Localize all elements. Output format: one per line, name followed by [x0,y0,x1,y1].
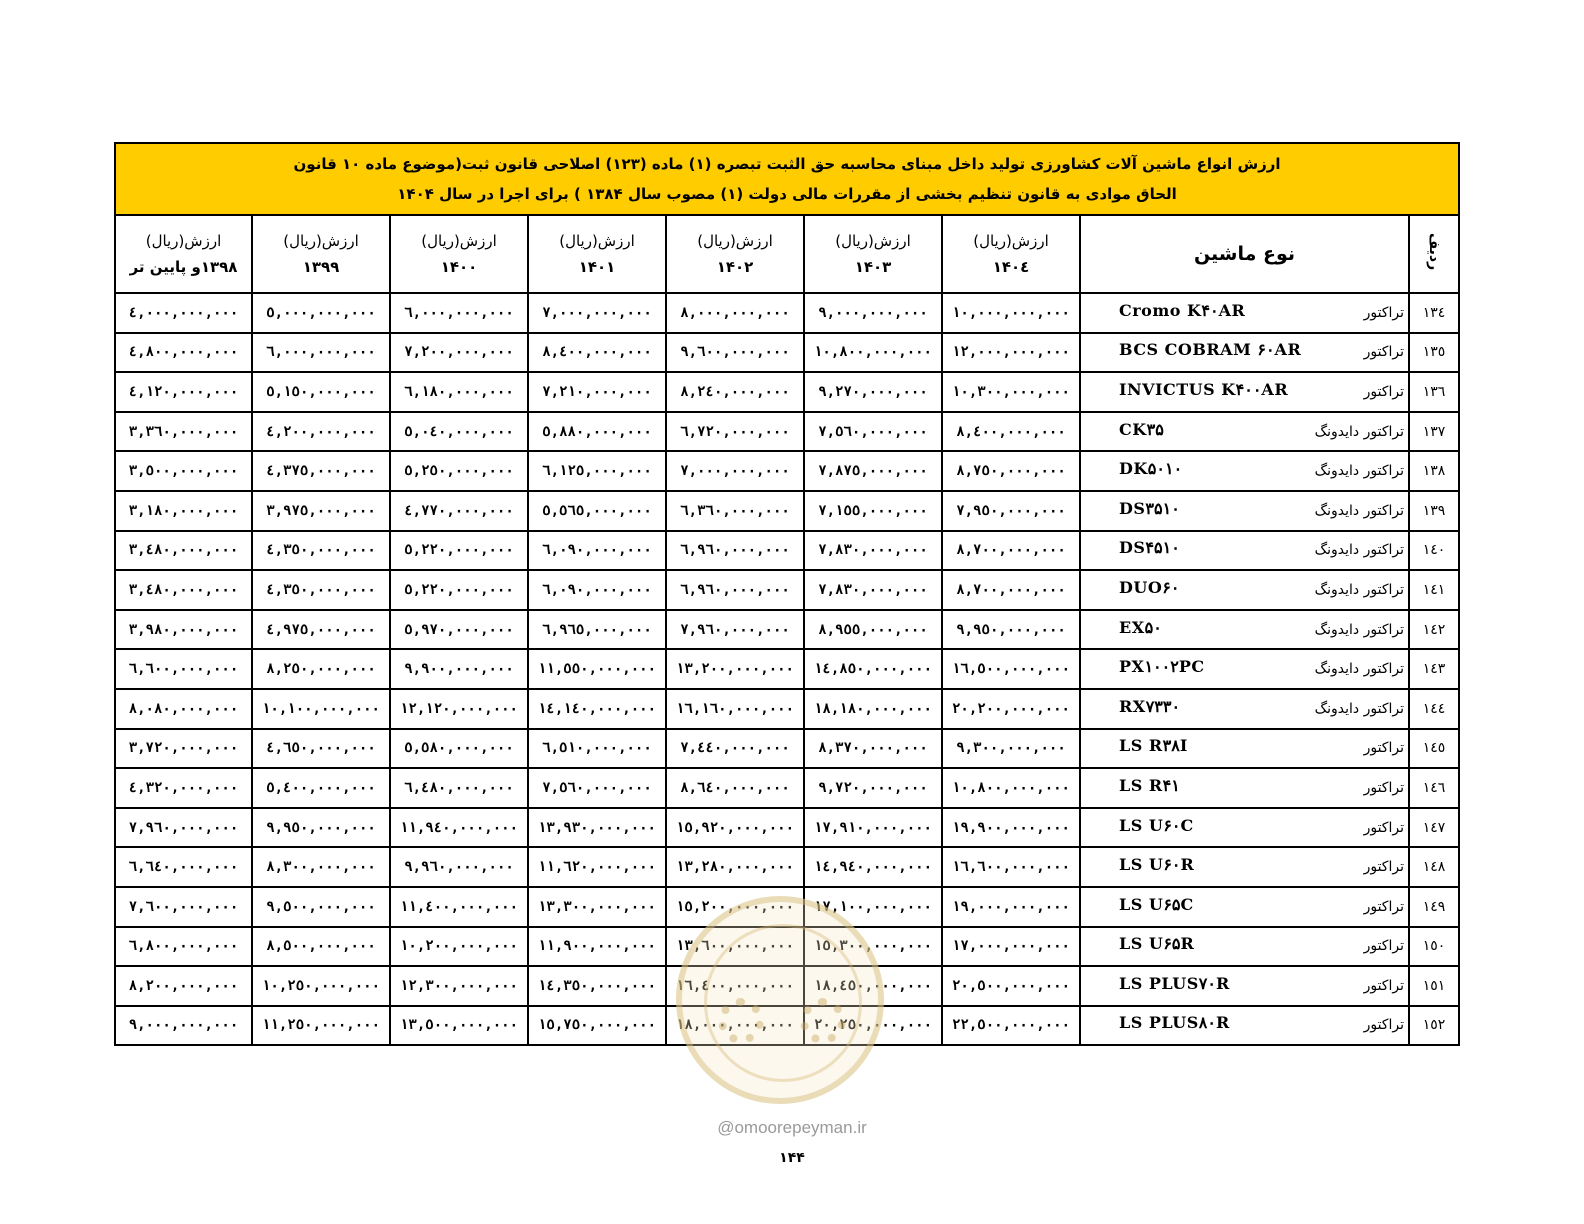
value-cell: ۸,۹٥٥,۰۰۰,۰۰۰ [804,610,942,650]
value-cell: ۱۱,٥٥۰,۰۰۰,۰۰۰ [528,649,666,689]
value-label: ارزش(ریال) [559,232,635,250]
table-row [115,451,1459,491]
row-number: ۱٤٥ [1409,729,1459,769]
machine-cell [1080,927,1409,967]
machine-type: تراکتور [1363,344,1404,361]
row-number: ۱۳۹ [1409,491,1459,531]
value-cell: ٤,۳۲۰,۰۰۰,۰۰۰ [115,768,252,808]
machine-cell [1080,649,1409,689]
value-cell: ۱۳,٥۰۰,۰۰۰,۰۰۰ [390,1006,528,1046]
machine-type: تراکتور دایدونگ [1314,621,1404,638]
value-label: ارزش(ریال) [697,232,773,250]
machine-cell [1080,293,1409,333]
value-cell: ۳,۹۸۰,۰۰۰,۰۰۰ [115,610,252,650]
value-cell: ٤,۰۰۰,۰۰۰,۰۰۰ [115,293,252,333]
col-header-1403 [804,215,942,293]
value-cell: ۸,٤۰۰,۰۰۰,۰۰۰ [942,412,1080,452]
table-row [115,808,1459,848]
machine-type: تراکتور دایدونگ [1314,463,1404,480]
value-cell: ۱۱,٤۰۰,۰۰۰,۰۰۰ [390,887,528,927]
machine-type: تراکتور [1363,819,1404,836]
row-number-header: ردیف [1426,233,1443,271]
col-header-machine [1080,215,1409,293]
value-cell: ۷,۹٥۰,۰۰۰,۰۰۰ [942,491,1080,531]
value-cell: ٤,۷۷۰,۰۰۰,۰۰۰ [390,491,528,531]
value-cell: ۱٤,۳٥۰,۰۰۰,۰۰۰ [528,966,666,1006]
row-number: ۱٥۱ [1409,966,1459,1006]
value-cell: ۷,٤٤۰,۰۰۰,۰۰۰ [666,729,804,769]
machine-type: تراکتور دایدونگ [1314,423,1404,440]
machine-model: LS U۶۵R [1119,934,1195,954]
value-cell: ۷,۲۰۰,۰۰۰,۰۰۰ [390,333,528,373]
value-cell: ٤,۳٥۰,۰۰۰,۰۰۰ [252,531,390,571]
machine-model: CK۳۵ [1119,419,1164,439]
value-cell: ۱۷,۹۱۰,۰۰۰,۰۰۰ [804,808,942,848]
machine-cell [1080,847,1409,887]
value-cell: ۱٤,۸٥۰,۰۰۰,۰۰۰ [804,649,942,689]
value-cell: ٥,۲۲۰,۰۰۰,۰۰۰ [390,570,528,610]
row-number: ۱۳٦ [1409,372,1459,412]
machine-cell [1080,531,1409,571]
value-cell: ۸,۷۰۰,۰۰۰,۰۰۰ [942,531,1080,571]
value-cell: ٦,۹٦۰,۰۰۰,۰۰۰ [666,570,804,610]
year-label: ۱۴۰۲ [716,258,754,276]
value-cell: ۱۸,۰۰۰,۰۰۰,۰۰۰ [666,1006,804,1046]
value-cell: ٤,۲۰۰,۰۰۰,۰۰۰ [252,412,390,452]
machine-type: تراکتور دایدونگ [1314,661,1404,678]
row-number: ۱٥۲ [1409,1006,1459,1046]
value-cell: ۷,۸۳۰,۰۰۰,۰۰۰ [804,531,942,571]
machine-type: تراکتور [1363,740,1404,757]
machine-model: Cromo K۴۰AR [1119,301,1246,321]
value-cell: ۷,۰۰۰,۰۰۰,۰۰۰ [666,451,804,491]
table-row [115,531,1459,571]
machine-type: تراکتور [1363,977,1404,994]
row-number: ۱٤۰ [1409,531,1459,571]
value-cell: ٥,۲٥۰,۰۰۰,۰۰۰ [390,451,528,491]
row-number: ۱٥۰ [1409,927,1459,967]
value-cell: ۱۱,۲٥۰,۰۰۰,۰۰۰ [252,1006,390,1046]
value-cell: ۱۳,۲۸۰,۰۰۰,۰۰۰ [666,847,804,887]
value-cell: ۳,۳٦۰,۰۰۰,۰۰۰ [115,412,252,452]
value-cell: ٦,۸۰۰,۰۰۰,۰۰۰ [115,927,252,967]
value-cell: ٦,۱۲٥,۰۰۰,۰۰۰ [528,451,666,491]
machine-model: LS R۳۸I [1119,736,1188,756]
value-cell: ۸,۰۰۰,۰۰۰,۰۰۰ [666,293,804,333]
machine-type: تراکتور [1363,304,1404,321]
value-cell: ۸,٦٤۰,۰۰۰,۰۰۰ [666,768,804,808]
machine-cell [1080,887,1409,927]
machine-type: تراکتور [1363,383,1404,400]
machine-model: DS۳۵۱۰ [1119,498,1180,518]
value-cell: ٦,٥۱۰,۰۰۰,۰۰۰ [528,729,666,769]
value-cell: ۱٦,٤۰۰,۰۰۰,۰۰۰ [666,966,804,1006]
row-number: ۱۳٤ [1409,293,1459,333]
col-header-1402 [666,215,804,293]
value-cell: ٥,۰٤۰,۰۰۰,۰۰۰ [390,412,528,452]
row-number: ۱٤٤ [1409,689,1459,729]
machine-cell [1080,808,1409,848]
value-cell: ۱۹,۹۰۰,۰۰۰,۰۰۰ [942,808,1080,848]
value-label: ارزش(ریال) [145,232,222,250]
machine-cell [1080,768,1409,808]
machine-header: نوع ماشین [1193,243,1296,265]
value-cell: ۹,٥۰۰,۰۰۰,۰۰۰ [252,887,390,927]
value-cell: ۱۷,۱۰۰,۰۰۰,۰۰۰ [804,887,942,927]
value-cell: ۱۱,۹٤۰,۰۰۰,۰۰۰ [390,808,528,848]
value-cell: ٤,۱۲۰,۰۰۰,۰۰۰ [115,372,252,412]
row-number: ۱٤۳ [1409,649,1459,689]
machine-model: DS۴۵۱۰ [1119,538,1180,558]
value-cell: ۳,۱۸۰,۰۰۰,۰۰۰ [115,491,252,531]
machine-cell [1080,333,1409,373]
machine-cell [1080,610,1409,650]
table-row [115,847,1459,887]
value-cell: ۱٥,۳۰۰,۰۰۰,۰۰۰ [804,927,942,967]
machine-type: تراکتور دایدونگ [1314,700,1404,717]
year-label: ۱۳۹۹ [302,258,340,276]
value-cell: ۹,۰۰۰,۰۰۰,۰۰۰ [115,1006,252,1046]
value-cell: ۳,٤۸۰,۰۰۰,۰۰۰ [115,570,252,610]
year-label: ۱۴۰۰ [440,258,478,276]
value-cell: ٦,۳٦۰,۰۰۰,۰۰۰ [666,491,804,531]
value-cell: ۷,٦۰۰,۰۰۰,۰۰۰ [115,887,252,927]
row-number: ۱۳۷ [1409,412,1459,452]
value-cell: ۱۳,٦۰۰,۰۰۰,۰۰۰ [666,927,804,967]
value-cell: ۸,۳۰۰,۰۰۰,۰۰۰ [252,847,390,887]
value-cell: ٤,۸۰۰,۰۰۰,۰۰۰ [115,333,252,373]
header-row [115,215,1459,293]
machine-cell [1080,491,1409,531]
machine-model: LS PLUS۷۰R [1119,974,1230,994]
title-line-1: ارزش انواع ماشین آلات کشاورزی تولید داخل مبنای محاسبه حق الثبت تبصره (۱) ماده (۱۲۳) اصلاحی قانون ثبت(موضوع ماده ۱۰ قانون [293,155,1281,173]
year-label: ۱۴۰۱ [578,258,616,276]
row-number: ۱٤۹ [1409,887,1459,927]
value-cell: ۹,۰۰۰,۰۰۰,۰۰۰ [804,293,942,333]
machine-model: EX۵۰ [1119,617,1162,637]
machine-type: تراکتور [1363,859,1404,876]
value-cell: ۳,۹۷٥,۰۰۰,۰۰۰ [252,491,390,531]
table-row [115,729,1459,769]
value-cell: ۷,٥٦۰,۰۰۰,۰۰۰ [528,768,666,808]
machine-type: تراکتور [1363,938,1404,955]
value-cell: ۹,۷۲۰,۰۰۰,۰۰۰ [804,768,942,808]
value-cell: ۷,۰۰۰,۰۰۰,۰۰۰ [528,293,666,333]
value-cell: ٥,٤۰۰,۰۰۰,۰۰۰ [252,768,390,808]
col-header-1404 [942,215,1080,293]
value-cell: ۱۰,۲٥۰,۰۰۰,۰۰۰ [252,966,390,1006]
value-cell: ۱۳,۳۰۰,۰۰۰,۰۰۰ [528,887,666,927]
value-cell: ۱۰,۲۰۰,۰۰۰,۰۰۰ [390,927,528,967]
value-cell: ۱۰,۸۰۰,۰۰۰,۰۰۰ [942,768,1080,808]
value-cell: ۱۰,۳۰۰,۰۰۰,۰۰۰ [942,372,1080,412]
machine-model: DUO۶۰ [1119,578,1180,598]
table-row [115,412,1459,452]
value-cell: ۷,۹٦۰,۰۰۰,۰۰۰ [666,610,804,650]
value-cell: ۱۷,۰۰۰,۰۰۰,۰۰۰ [942,927,1080,967]
machine-cell [1080,412,1409,452]
machine-model: LS R۴۱ [1119,776,1180,796]
value-cell: ۸,٥۰۰,۰۰۰,۰۰۰ [252,927,390,967]
machine-model: RX۷۳۳۰ [1119,696,1181,716]
value-cell: ۲۰,۲۰۰,۰۰۰,۰۰۰ [942,689,1080,729]
value-label: ارزش(ریال) [973,232,1049,250]
table-row [115,966,1459,1006]
machine-cell [1080,689,1409,729]
machine-model: PX۱۰۰۲PC [1119,657,1205,677]
row-number: ۱۳۸ [1409,451,1459,491]
value-cell: ٦,٦۰۰,۰۰۰,۰۰۰ [115,649,252,689]
value-cell: ٦,۷۲۰,۰۰۰,۰۰۰ [666,412,804,452]
value-cell: ۸,۰۸۰,۰۰۰,۰۰۰ [115,689,252,729]
machine-cell [1080,1006,1409,1046]
value-cell: ۱٦,۱٦۰,۰۰۰,۰۰۰ [666,689,804,729]
value-cell: ۷,٥٦۰,۰۰۰,۰۰۰ [804,412,942,452]
value-cell: ۱٦,٦۰۰,۰۰۰,۰۰۰ [942,847,1080,887]
year-label: ۱۳۹۸و پایین تر [129,258,238,276]
value-cell: ۸,۲٥۰,۰۰۰,۰۰۰ [252,649,390,689]
value-cell: ٤,۳۷٥,۰۰۰,۰۰۰ [252,451,390,491]
value-cell: ۱۱,۹۰۰,۰۰۰,۰۰۰ [528,927,666,967]
machine-cell [1080,372,1409,412]
page-number: ۱۴۴ [779,1150,805,1166]
machine-model: LS U۶۰C [1119,815,1194,835]
title-row [115,143,1459,215]
machine-type: تراکتور [1363,898,1404,915]
col-header-1398 [115,215,252,293]
value-cell: ۹,۳۰۰,۰۰۰,۰۰۰ [942,729,1080,769]
row-number: ۱٤۷ [1409,808,1459,848]
value-cell: ۳,۷۲۰,۰۰۰,۰۰۰ [115,729,252,769]
machine-model: DK۵۰۱۰ [1119,459,1183,479]
table-row [115,768,1459,808]
machine-type: تراکتور دایدونگ [1314,542,1404,559]
machine-cell [1080,966,1409,1006]
machine-cell [1080,729,1409,769]
row-number: ۱٤٦ [1409,768,1459,808]
machine-type: تراکتور دایدونگ [1314,581,1404,598]
value-cell: ۱٥,۲۰۰,۰۰۰,۰۰۰ [666,887,804,927]
value-cell: ۷,۹٦۰,۰۰۰,۰۰۰ [115,808,252,848]
value-cell: ۲۰,۲٥۰,۰۰۰,۰۰۰ [804,1006,942,1046]
value-cell: ٥,۱٥۰,۰۰۰,۰۰۰ [252,372,390,412]
value-cell: ٦,۱۸۰,۰۰۰,۰۰۰ [390,372,528,412]
year-label: ۱۴۰۳ [854,258,892,276]
value-cell: ۷,۱٥٥,۰۰۰,۰۰۰ [804,491,942,531]
value-cell: ۹,۹٥۰,۰۰۰,۰۰۰ [252,808,390,848]
machine-type: تراکتور [1363,1017,1404,1034]
machinery-value-table [114,142,1460,1046]
title-line-2: الحاق موادی به قانون تنظیم بخشی از مقررات مالی دولت (۱) مصوب سال ۱۳۸۴ ) برای اجرا در سال ۱۴۰۴ [397,185,1177,203]
value-cell: ۱٤,۹٤۰,۰۰۰,۰۰۰ [804,847,942,887]
machine-cell [1080,570,1409,610]
machine-model: BCS COBRAM ۶۰AR [1119,340,1302,360]
value-cell: ۱۳,۲۰۰,۰۰۰,۰۰۰ [666,649,804,689]
machine-cell [1080,451,1409,491]
table-row [115,333,1459,373]
value-cell: ۹,٦۰۰,۰۰۰,۰۰۰ [666,333,804,373]
table-title [115,143,1459,215]
value-cell: ۱۲,۳۰۰,۰۰۰,۰۰۰ [390,966,528,1006]
value-cell: ٥,۹۷۰,۰۰۰,۰۰۰ [390,610,528,650]
value-cell: ٤,۹۷٥,۰۰۰,۰۰۰ [252,610,390,650]
machine-model: LS U۶۰R [1119,855,1195,875]
value-cell: ۱۸,۱۸۰,۰۰۰,۰۰۰ [804,689,942,729]
value-cell: ٥,۸۸۰,۰۰۰,۰۰۰ [528,412,666,452]
table-row [115,491,1459,531]
value-cell: ۱٥,۹۲۰,۰۰۰,۰۰۰ [666,808,804,848]
value-cell: ٦,۰۰۰,۰۰۰,۰۰۰ [390,293,528,333]
row-number: ۱٤۲ [1409,610,1459,650]
year-label: ۱۴۰٤ [992,258,1030,276]
value-cell: ۹,۹٥۰,۰۰۰,۰۰۰ [942,610,1080,650]
table-row [115,293,1459,333]
value-cell: ۱۸,٤٥۰,۰۰۰,۰۰۰ [804,966,942,1006]
website-watermark: @omoorepeyman.ir [717,1118,867,1137]
value-label: ارزش(ریال) [421,232,497,250]
row-number: ۱٤۱ [1409,570,1459,610]
row-number: ۱۳٥ [1409,333,1459,373]
row-number: ۱٤۸ [1409,847,1459,887]
col-header-1400 [390,215,528,293]
value-cell: ۱۰,۰۰۰,۰۰۰,۰۰۰ [942,293,1080,333]
value-cell: ٥,۲۲۰,۰۰۰,۰۰۰ [390,531,528,571]
table-row [115,1006,1459,1046]
value-cell: ۱۱,٦۲۰,۰۰۰,۰۰۰ [528,847,666,887]
value-cell: ۱۲,۱۲۰,۰۰۰,۰۰۰ [390,689,528,729]
table-row [115,610,1459,650]
table-row [115,927,1459,967]
value-cell: ٦,۰۰۰,۰۰۰,۰۰۰ [252,333,390,373]
machine-model: LS PLUS۸۰R [1119,1013,1230,1033]
value-cell: ٦,۹٦۰,۰۰۰,۰۰۰ [666,531,804,571]
value-cell: ۸,۷۰۰,۰۰۰,۰۰۰ [942,570,1080,610]
table-row [115,689,1459,729]
value-cell: ۸,٤۰۰,۰۰۰,۰۰۰ [528,333,666,373]
value-cell: ۹,۹٦۰,۰۰۰,۰۰۰ [390,847,528,887]
value-cell: ۱۲,۰۰۰,۰۰۰,۰۰۰ [942,333,1080,373]
value-cell: ۳,٤۸۰,۰۰۰,۰۰۰ [115,531,252,571]
value-label: ارزش(ریال) [835,232,911,250]
value-cell: ۲۰,٥۰۰,۰۰۰,۰۰۰ [942,966,1080,1006]
value-cell: ۹,۹۰۰,۰۰۰,۰۰۰ [390,649,528,689]
value-cell: ۱۹,۰۰۰,۰۰۰,۰۰۰ [942,887,1080,927]
value-cell: ۱۰,۱۰۰,۰۰۰,۰۰۰ [252,689,390,729]
value-cell: ۳,٥۰۰,۰۰۰,۰۰۰ [115,451,252,491]
col-header-1399 [252,215,390,293]
table-row [115,570,1459,610]
value-cell: ٦,٤۸۰,۰۰۰,۰۰۰ [390,768,528,808]
table-row [115,887,1459,927]
value-cell: ٤,۳٥۰,۰۰۰,۰۰۰ [252,570,390,610]
value-cell: ۹,۲۷۰,۰۰۰,۰۰۰ [804,372,942,412]
machine-model: INVICTUS K۴۰۰AR [1119,380,1289,400]
value-cell: ۷,۲۱۰,۰۰۰,۰۰۰ [528,372,666,412]
machine-type: تراکتور [1363,779,1404,796]
table-row [115,372,1459,412]
value-cell: ٤,٦٥۰,۰۰۰,۰۰۰ [252,729,390,769]
value-cell: ۸,۳۷۰,۰۰۰,۰۰۰ [804,729,942,769]
value-cell: ۲۲,٥۰۰,۰۰۰,۰۰۰ [942,1006,1080,1046]
value-cell: ۸,۷٥۰,۰۰۰,۰۰۰ [942,451,1080,491]
machine-type: تراکتور دایدونگ [1314,502,1404,519]
value-cell: ۱۳,۹۳۰,۰۰۰,۰۰۰ [528,808,666,848]
col-header-row-number [1409,215,1459,293]
value-cell: ۸,۲۰۰,۰۰۰,۰۰۰ [115,966,252,1006]
table-row [115,649,1459,689]
col-header-1401 [528,215,666,293]
value-cell: ۸,۲٤۰,۰۰۰,۰۰۰ [666,372,804,412]
value-cell: ۱٥,۷٥۰,۰۰۰,۰۰۰ [528,1006,666,1046]
value-cell: ٦,٦٤۰,۰۰۰,۰۰۰ [115,847,252,887]
value-cell: ٦,۰۹۰,۰۰۰,۰۰۰ [528,570,666,610]
machine-model: LS U۶۵C [1119,894,1194,914]
value-cell: ٥,٥۸۰,۰۰۰,۰۰۰ [390,729,528,769]
value-cell: ۱٦,٥۰۰,۰۰۰,۰۰۰ [942,649,1080,689]
value-cell: ٦,۰۹۰,۰۰۰,۰۰۰ [528,531,666,571]
value-cell: ۷,۸۳۰,۰۰۰,۰۰۰ [804,570,942,610]
value-cell: ٥,۰۰۰,۰۰۰,۰۰۰ [252,293,390,333]
value-cell: ۱٤,۱٤۰,۰۰۰,۰۰۰ [528,689,666,729]
value-cell: ٥,٥٦٥,۰۰۰,۰۰۰ [528,491,666,531]
value-cell: ۱۰,۸۰۰,۰۰۰,۰۰۰ [804,333,942,373]
value-label: ارزش(ریال) [283,232,359,250]
value-cell: ٦,۹٦٥,۰۰۰,۰۰۰ [528,610,666,650]
value-cell: ۷,۸۷٥,۰۰۰,۰۰۰ [804,451,942,491]
